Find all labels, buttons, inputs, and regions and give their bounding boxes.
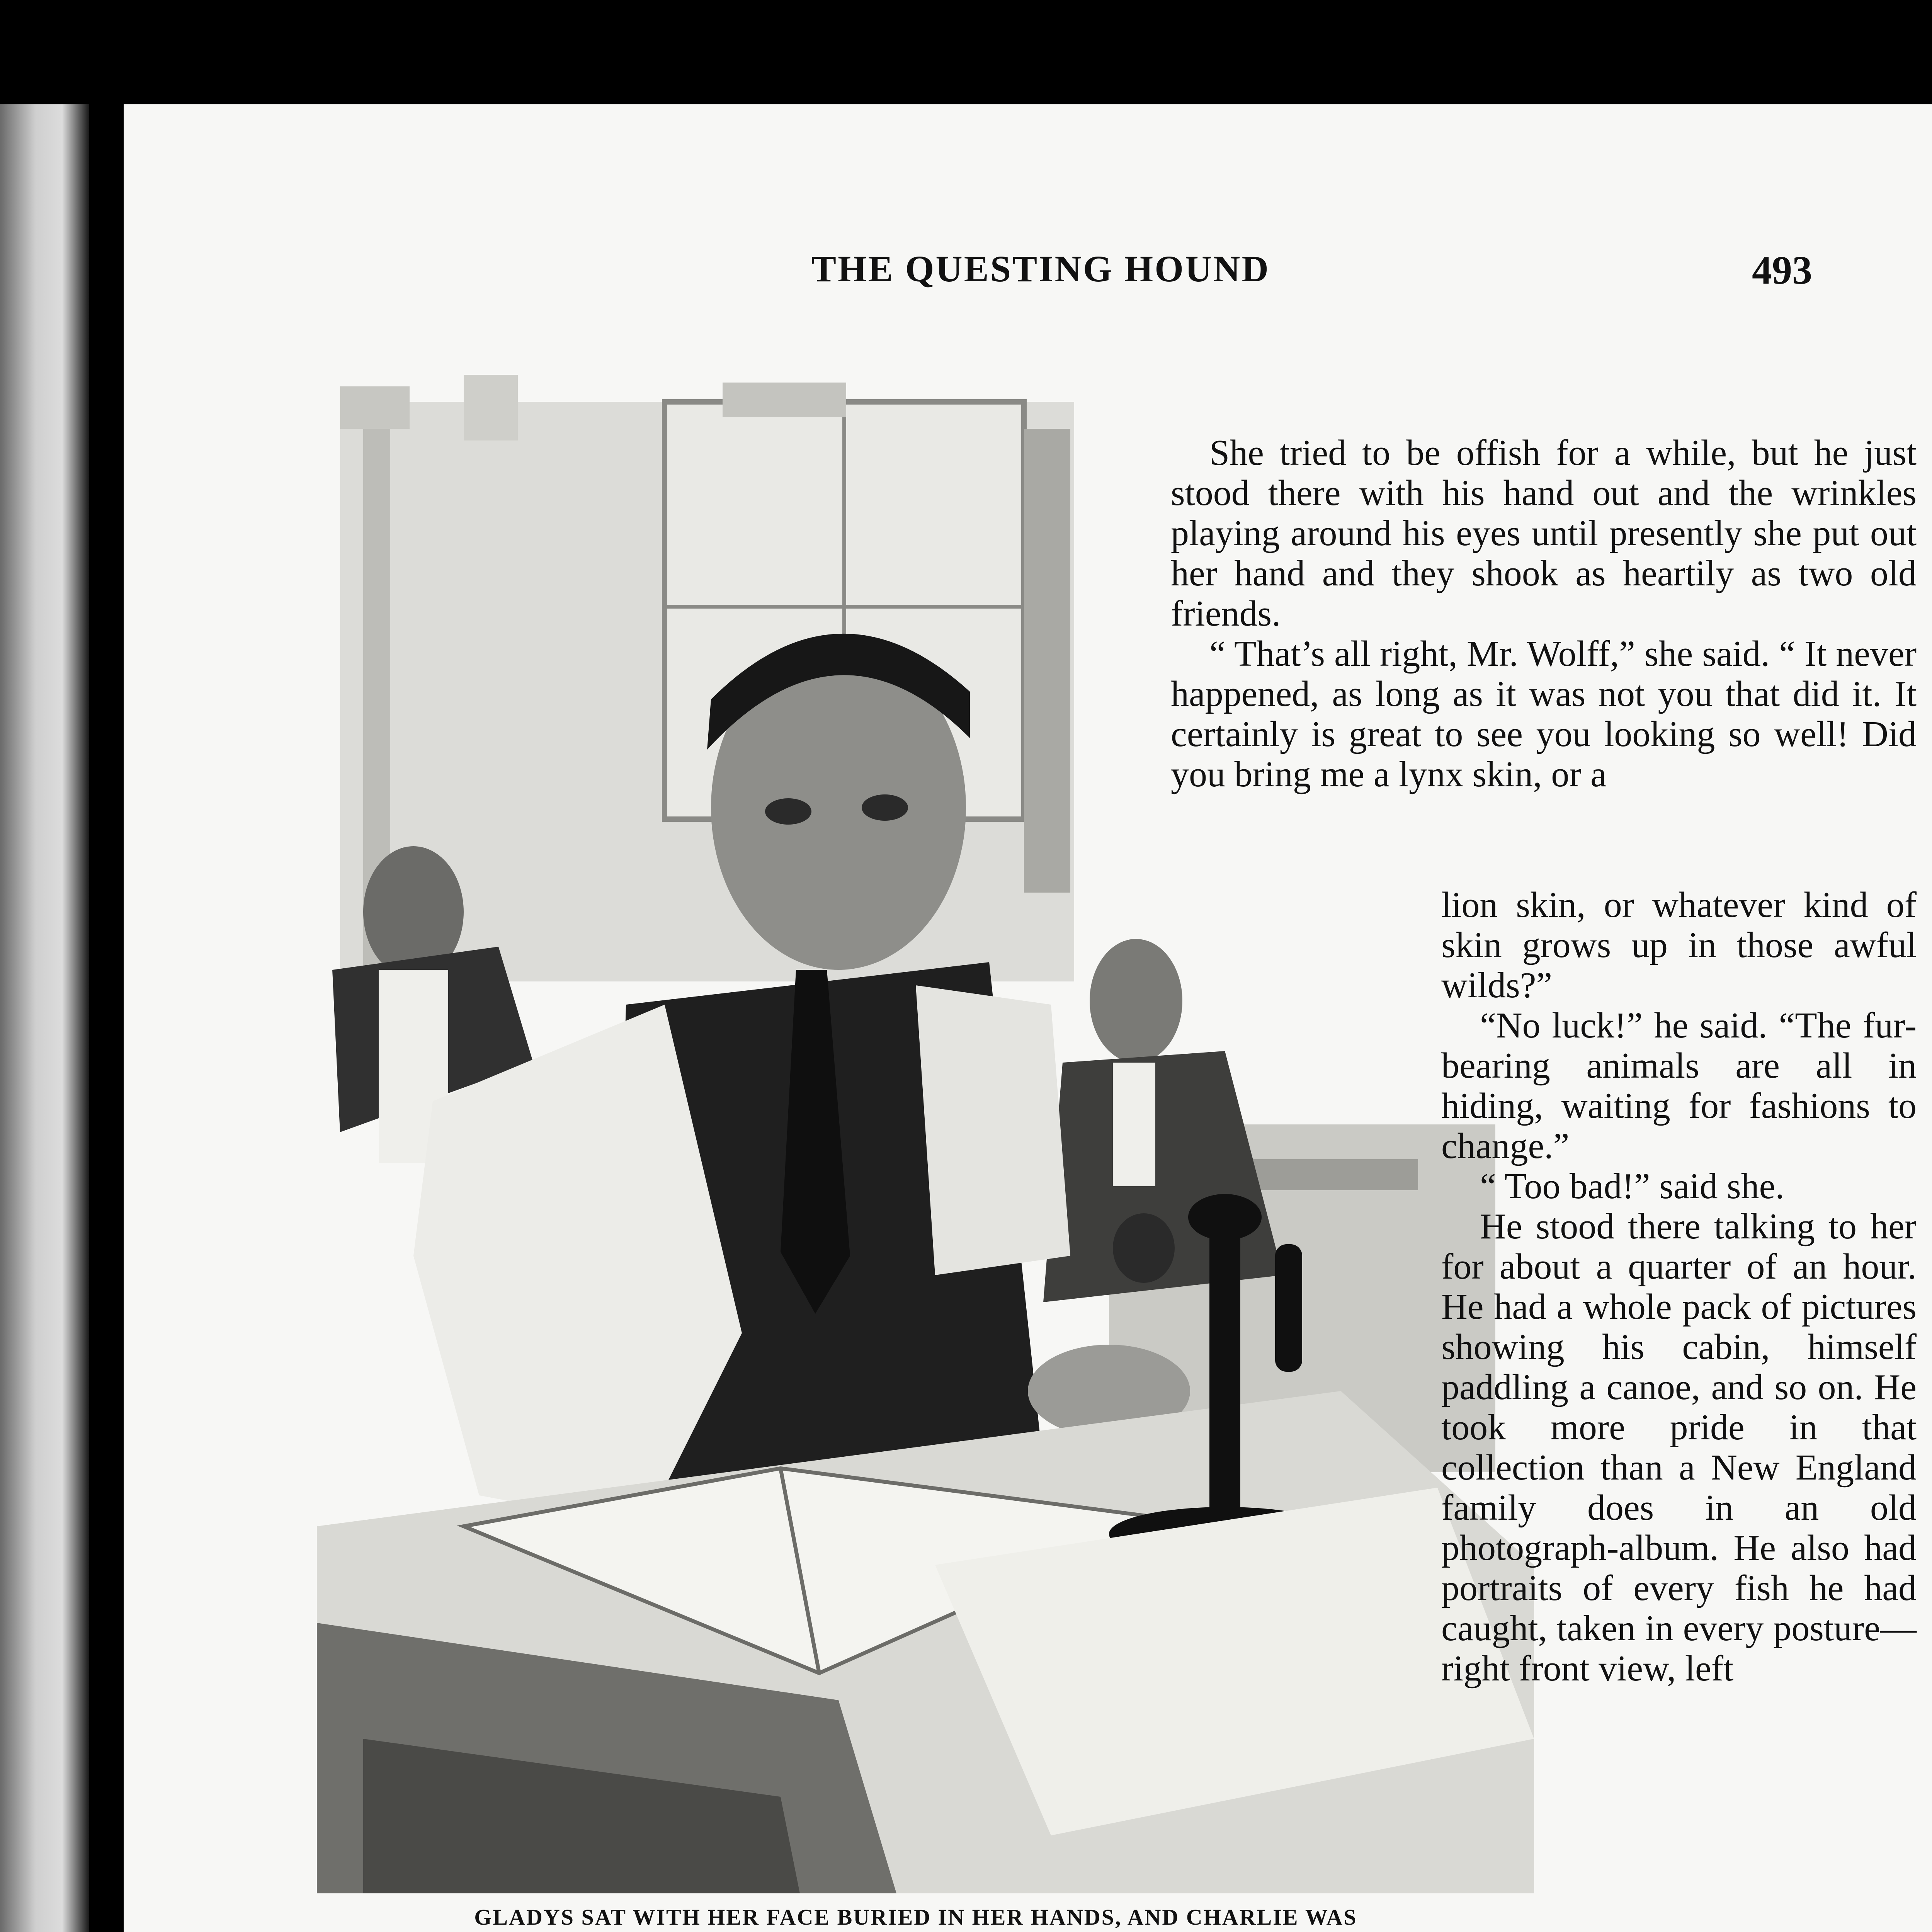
paragraph: “ Too bad!” said she. bbox=[1480, 1166, 1784, 1206]
text-column-right-top bbox=[1171, 433, 1917, 794]
paragraph: “ That’s all right, Mr. Wolff,” she said. “ It never happened, as long as it was not you that did it. It certainly is great to see you looking so well! Did you bring me a lynx skin, or a bbox=[1171, 634, 1917, 794]
running-title: THE QUESTING HOUND bbox=[811, 248, 1270, 289]
paragraph: lion skin, or whatever kind of skin grows up in those awful wilds?” bbox=[1441, 885, 1917, 1005]
running-head bbox=[124, 247, 1932, 298]
facing-page-edge bbox=[0, 104, 89, 1932]
text-column-right-narrow bbox=[1441, 885, 1917, 1689]
magazine-page bbox=[124, 104, 1932, 1932]
paragraph: He stood there talking to her for about a quarter of an hour. He had a whole pack of pictures showing his cabin, himself paddling a canoe, and so on. He took more pride in that collection than a New England family does in an old photograph-album. He also had portraits of every fish he had caught, taken in every posture— right front view, left bbox=[1441, 1206, 1917, 1689]
illustration-caption bbox=[298, 1897, 1534, 1932]
paragraph: “No luck!” he said. “The fur-bearing animals are all in hiding, waiting for fashions to change.” bbox=[1441, 1005, 1917, 1166]
paragraph: She tried to be offish for a while, but he just stood there with his hand out and the wrinkles playing around his eyes until presently she put out her hand and they shook as heartily as two old friends. bbox=[1171, 433, 1917, 634]
page-number: 493 bbox=[1752, 248, 1812, 293]
caption-line: GLADYS SAT WITH HER FACE BURIED IN HER HANDS, AND CHARLIE WAS bbox=[474, 1905, 1357, 1930]
